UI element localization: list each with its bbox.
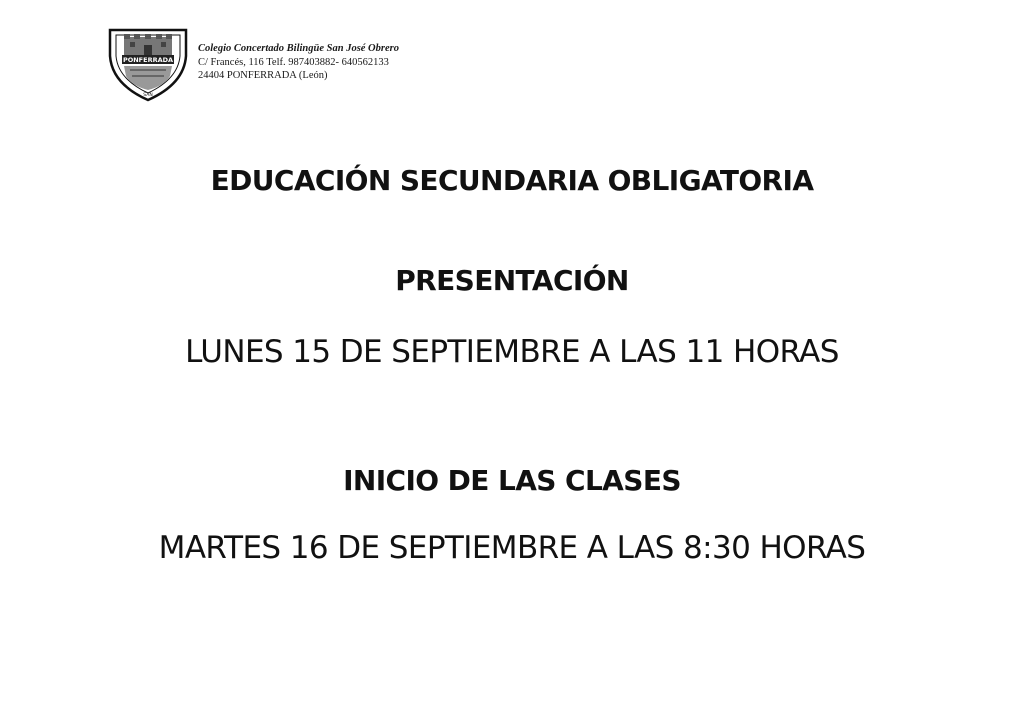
svg-text:SAN: SAN bbox=[143, 93, 153, 98]
presentation-title: PRESENTACIÓN bbox=[395, 264, 629, 297]
school-address: C/ Francés, 116 Telf. 987403882- 640562133 bbox=[198, 56, 389, 68]
presentation-date: LUNES 15 DE SEPTIEMBRE A LAS 11 HORAS bbox=[185, 334, 839, 370]
letterhead bbox=[108, 26, 399, 102]
document-heading: EDUCACIÓN SECUNDARIA OBLIGATORIA bbox=[210, 164, 814, 197]
classes-start-title: INICIO DE LAS CLASES bbox=[343, 464, 681, 497]
school-crest-icon bbox=[108, 26, 188, 102]
school-city: 24404 PONFERRADA (León) bbox=[198, 70, 328, 81]
school-info bbox=[198, 42, 399, 83]
school-name: Colegio Concertado Bilingüe San José Obrero bbox=[198, 43, 399, 54]
svg-text:PONFERRADA: PONFERRADA bbox=[122, 56, 174, 64]
classes-start-date: MARTES 16 DE SEPTIEMBRE A LAS 8:30 HORAS bbox=[158, 530, 866, 566]
